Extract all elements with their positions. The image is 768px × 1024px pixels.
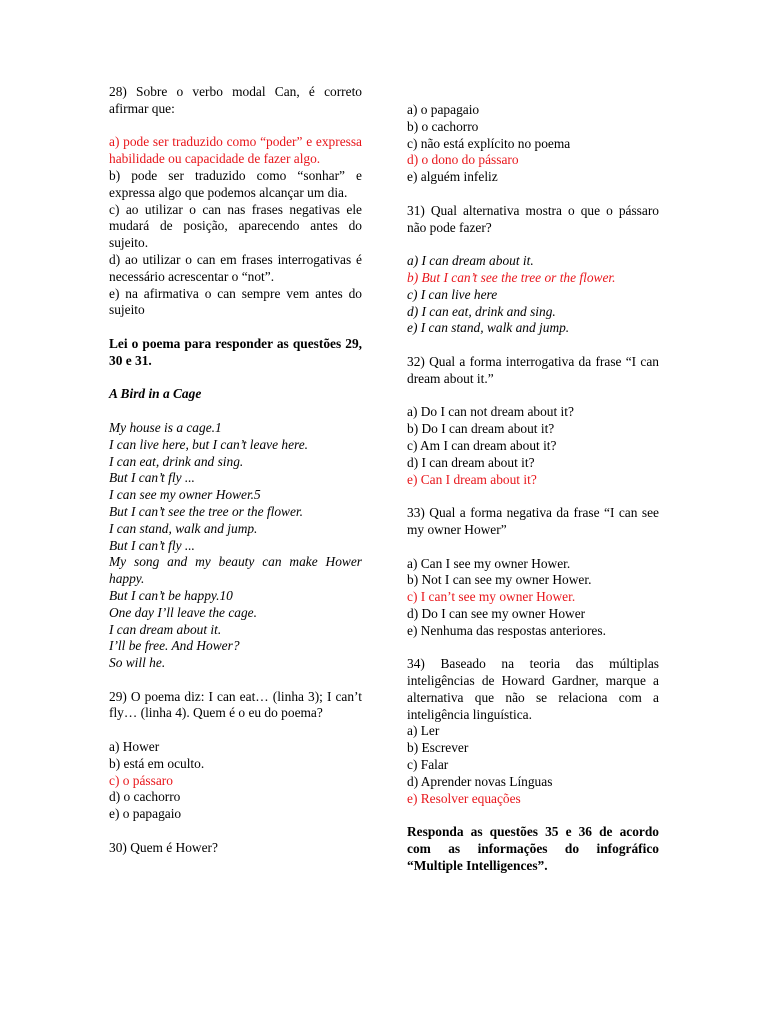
q31-option-e: e) I can stand, walk and jump.	[407, 320, 570, 336]
q30-option-a: a) o papagaio	[407, 102, 480, 117]
poem-line: I can dream about it.	[109, 621, 222, 637]
q34-option-c: c) Falar	[407, 757, 449, 773]
q29-option-d: d) o cachorro	[109, 789, 181, 805]
poem-line: So will he.	[109, 655, 166, 671]
q33-option-c: c) I can’t see my owner Hower.	[407, 589, 576, 605]
q31-option-d: d) I can eat, drink and sing.	[407, 303, 556, 319]
q33-option-d: d) Do I can see my owner Hower	[407, 605, 586, 621]
q30-option-d: d) o dono do pássaro	[407, 152, 519, 168]
q30-option-c: c) não está explícito no poema	[407, 135, 571, 151]
q28-question: 28) Sobre o verbo modal Can, é correto afirmar que:	[109, 84, 362, 116]
q28-option-d: d) ao utilizar o can em frases interrogativas é necessário acrescentar o “not”.	[109, 251, 362, 284]
poem-title: A Bird in a Cage	[109, 386, 202, 402]
q29-option-e: e) o papagaio	[109, 806, 182, 822]
q29-option-a: a) Hower	[109, 739, 160, 755]
poem-line: I can see my owner Hower.5	[109, 487, 261, 503]
q32-option-d: d) I can dream about it?	[407, 454, 535, 470]
q34-question: 34) Baseado na teoria das múltiplas inteligências de Howard Gardner, marque a alternativa que não se relaciona com a inteligência linguística.	[407, 656, 659, 722]
q28-option-e: e) na afirmativa o can sempre vem antes do sujeito	[109, 285, 362, 318]
right-column	[407, 102, 659, 875]
q31-question: 31) Qual alternativa mostra o que o pássaro não pode fazer?	[407, 202, 659, 235]
poem-line: I can live here, but I can’t leave here.	[109, 436, 309, 452]
q31-option-a: a) I can dream about it.	[407, 253, 534, 269]
q30-option-e: e) alguém infeliz	[407, 169, 498, 185]
q29-option-c: c) o pássaro	[109, 772, 173, 788]
q33-option-e: e) Nenhuma das respostas anteriores.	[407, 622, 606, 638]
poem-line: I’ll be free. And Hower?	[109, 638, 240, 654]
poem-line: But I can’t fly ...	[109, 470, 195, 486]
q33-question: 33) Qual a forma negativa da frase “I can see my owner Hower”	[407, 505, 659, 537]
poem-line: My house is a cage.1	[109, 419, 222, 435]
q33-option-a: a) Can I see my owner Hower.	[407, 555, 571, 571]
infographic-instruction: Responda as questões 35 e 36 de acordo com as informações do infográfico “Multiple Intelligences”.	[407, 824, 659, 873]
q32-option-c: c) Am I can dream about it?	[407, 437, 557, 453]
q34-option-e: e) Resolver equações	[407, 790, 521, 806]
q34-option-a: a) Ler	[407, 723, 440, 739]
q28-option-b: b) pode ser traduzido como “sonhar” e expressa algo que podemos alcançar um dia.	[109, 167, 362, 200]
poem-line: I can stand, walk and jump.	[109, 520, 258, 536]
q28-option-a: a) pode ser traduzido como “poder” e expressa habilidade ou capacidade de fazer algo.	[109, 134, 362, 167]
q30-question: 30) Quem é Hower?	[109, 839, 218, 855]
poem-line: My song and my beauty can make Hower happy.	[109, 554, 362, 587]
poem-line: One day I’ll leave the cage.	[109, 604, 257, 620]
q34-option-d: d) Aprender novas Línguas	[407, 773, 553, 789]
q28-option-c: c) ao utilizar o can nas frases negativas ele mudará de posição, aparecendo antes do sujeito.	[109, 201, 362, 251]
q30-option-b: b) o cachorro	[407, 118, 479, 134]
q32-option-e: e) Can I dream about it?	[407, 471, 537, 487]
q31-option-b: b) But I can’t see the tree or the flower.	[407, 269, 616, 285]
q34-option-b: b) Escrever	[407, 740, 469, 756]
q32-question: 32) Qual a forma interrogativa da frase “I can dream about it.”	[407, 353, 659, 386]
q31-option-c: c) I can live here	[407, 286, 498, 302]
poem-line: But I can’t fly ...	[109, 537, 195, 553]
poem-line: But I can’t be happy.10	[109, 587, 233, 603]
q32-option-a: a) Do I can not dream about it?	[407, 404, 574, 420]
poem-instruction: Lei o poema para responder as questões 29, 30 e 31.	[109, 335, 362, 368]
q32-option-b: b) Do I can dream about it?	[407, 421, 555, 437]
q29-option-b: b) está em oculto.	[109, 755, 205, 771]
left-column	[109, 84, 362, 857]
q33-option-b: b) Not I can see my owner Hower.	[407, 572, 592, 588]
q29-question: 29) O poema diz: I can eat… (linha 3); I can’t fly… (linha 4). Quem é o eu do poema?	[109, 688, 362, 721]
poem-line: But I can’t see the tree or the flower.	[109, 503, 303, 519]
poem-body	[109, 420, 362, 672]
poem-line: I can eat, drink and sing.	[109, 453, 244, 469]
